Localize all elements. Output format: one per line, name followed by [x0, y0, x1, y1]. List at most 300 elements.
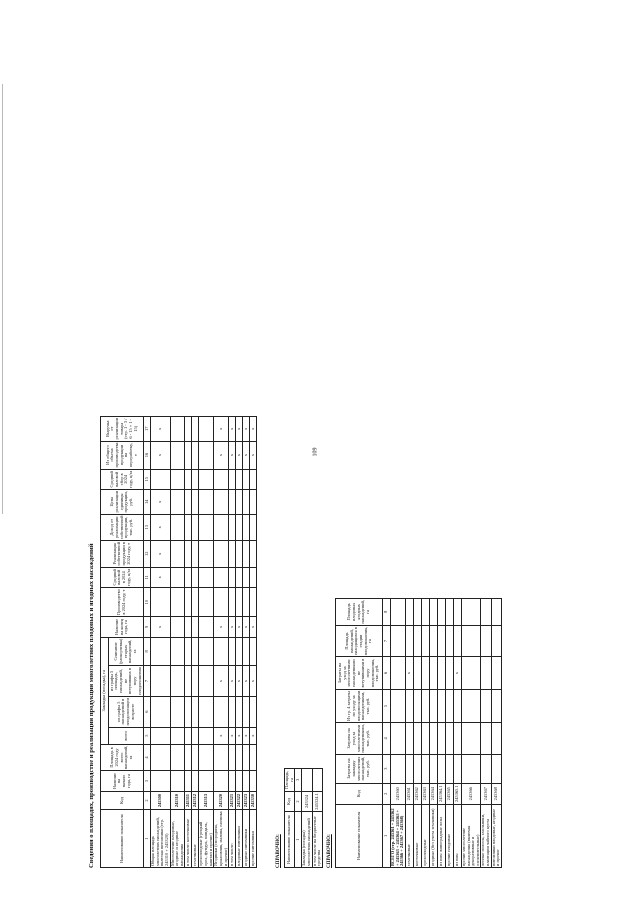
col-header: Площадь насаждений, находящихся в стадии плодоношения, га	[336, 625, 383, 657]
page-number: 109	[312, 447, 319, 457]
col-header: Средний валовой в 2024 году, ц/га	[101, 567, 144, 588]
data-cell: x	[229, 441, 236, 469]
data-cell	[391, 689, 406, 723]
data-cell	[243, 588, 250, 617]
data-cell	[229, 771, 236, 792]
data-cell	[151, 469, 171, 490]
col-header: Выручка от реализации товара (стр. 1 - 3 / 6 - 15 + 1 - 15)	[101, 417, 144, 442]
data-cell	[421, 625, 429, 657]
row-name: в том числе: косточковые	[185, 810, 192, 868]
data-cell	[236, 490, 243, 514]
col-header: Код	[336, 783, 383, 804]
data-cell	[170, 696, 185, 727]
col-header: Из общего объема производства продукции на переработку, т	[101, 441, 144, 469]
data-cell	[413, 599, 421, 626]
data-cell	[453, 754, 461, 783]
data-cell	[413, 689, 421, 723]
document-title: Сведения о площадях, производстве и реализации продукции многолетних плодовых и ягодных насаждений	[88, 543, 95, 868]
data-cell	[250, 514, 257, 541]
col-number: 11	[144, 567, 151, 588]
col-number: 3	[144, 771, 151, 792]
col-number-row	[144, 417, 151, 868]
data-cell: x	[243, 441, 250, 469]
col-number: 10	[144, 588, 151, 617]
table-row	[214, 417, 229, 868]
data-cell	[421, 599, 429, 626]
data-cell: x	[151, 490, 171, 514]
col-header: Доход от реализации собственной продукции, тыс. руб.	[101, 514, 144, 541]
data-cell	[437, 625, 445, 657]
col-header: Затраты на уход за многолетними насаждениями, тыс. руб.	[336, 723, 383, 754]
data-cell	[199, 567, 214, 588]
data-cell	[170, 441, 185, 469]
data-cell	[185, 666, 192, 697]
header-row	[336, 599, 383, 868]
col-number: 12	[144, 541, 151, 567]
data-cell	[445, 625, 453, 657]
row-code: 245324.1	[312, 791, 322, 812]
row-code: 245313	[199, 791, 214, 809]
data-cell: x	[151, 567, 171, 588]
data-cell	[192, 469, 199, 490]
row-code: 245364	[429, 783, 437, 804]
col-number: 7	[144, 666, 151, 697]
data-cell	[391, 657, 406, 689]
table-row	[250, 417, 257, 868]
data-cell	[199, 541, 214, 567]
data-cell: x	[250, 441, 257, 469]
col-number: 17	[144, 417, 151, 442]
row-code: 245321	[229, 791, 236, 809]
reference-table-2	[335, 598, 502, 868]
data-cell	[445, 657, 453, 689]
data-cell	[192, 637, 199, 665]
row-name: прочие плодовые	[445, 804, 453, 867]
data-cell	[185, 771, 192, 792]
data-cell	[170, 666, 185, 697]
row-code: 245322	[236, 791, 243, 809]
data-cell	[461, 625, 481, 657]
data-cell	[151, 727, 171, 744]
col-header: Код	[101, 791, 144, 809]
data-cell	[199, 441, 214, 469]
data-cell	[229, 469, 236, 490]
data-cell	[461, 657, 481, 689]
data-cell: x	[243, 666, 250, 697]
col-header: Реализация собственной продукции в 2024 году, т	[101, 541, 144, 567]
data-cell	[236, 469, 243, 490]
data-cell	[229, 514, 236, 541]
data-cell	[199, 744, 214, 771]
data-cell	[170, 469, 185, 490]
data-cell	[185, 541, 192, 567]
data-cell	[185, 617, 192, 638]
col-header: Площадь, га	[285, 769, 295, 792]
data-cell	[214, 567, 229, 588]
data-cell	[481, 657, 491, 689]
row-code: 245365.1	[453, 783, 461, 804]
data-cell	[461, 754, 481, 783]
col-header: Производство в 2024 году, т	[101, 588, 144, 617]
row-name: прочие питомники	[250, 810, 257, 868]
data-cell: x	[229, 617, 236, 638]
data-cell	[421, 689, 429, 723]
row-name: орехоплодные (грецкий орех, фундук, миндаль, каштан и прочие)	[199, 810, 214, 868]
data-cell	[170, 744, 185, 771]
col-header: из графы 5 площадь, насаждений, не вступивших в пору плодоношения	[108, 667, 142, 695]
col-header: из графы 5 насаждений в плодоносящем возрасте	[109, 696, 144, 727]
data-cell	[236, 567, 243, 588]
data-cell	[421, 754, 429, 783]
data-cell	[170, 727, 185, 744]
data-cell	[185, 514, 192, 541]
data-cell	[437, 599, 445, 626]
col-number: 13	[144, 514, 151, 541]
data-cell	[481, 625, 491, 657]
data-cell	[491, 723, 501, 754]
col-number: 4	[383, 723, 391, 754]
row-name: в том числе на бюджетные средства	[312, 812, 322, 868]
data-cell	[236, 637, 243, 665]
group-header: Закладка (посадка), га	[101, 637, 109, 744]
data-cell	[199, 666, 214, 697]
data-cell: x	[236, 417, 243, 442]
data-cell: x	[405, 657, 413, 689]
col-number: 3	[295, 769, 302, 792]
row-code: 245312	[192, 791, 199, 809]
data-cell	[170, 637, 185, 665]
data-cell	[250, 567, 257, 588]
data-cell	[481, 599, 491, 626]
col-header: Площадь в 2024 году всего насаждений, га	[101, 744, 144, 771]
data-cell	[214, 637, 229, 665]
col-number: 4	[144, 744, 151, 771]
data-cell: x	[236, 666, 243, 697]
col-header: Из гр. 4 затраты по уходу за плодоносящими насаждениями, тыс. руб.	[336, 689, 383, 723]
col-header: Наименование показателя	[101, 810, 144, 868]
data-cell	[453, 625, 461, 657]
row-name: из них:	[453, 804, 461, 867]
col-number: 2	[144, 791, 151, 809]
data-cell	[185, 727, 192, 744]
row-code: 245366	[461, 783, 481, 804]
data-cell	[185, 441, 192, 469]
row-code: 245361	[405, 783, 413, 804]
data-cell	[445, 754, 453, 783]
data-cell	[461, 689, 481, 723]
col-header: Затраты на уход за многолетними насаждениями не вступившими в пору плодоношения, тыс. руб.	[336, 657, 383, 689]
data-cell	[243, 567, 250, 588]
data-cell	[302, 769, 312, 792]
col-number: 5	[144, 727, 151, 744]
data-cell	[236, 771, 243, 792]
col-number: 5	[383, 689, 391, 723]
rotated-document	[82, 0, 542, 868]
data-cell	[199, 417, 214, 442]
data-cell	[405, 723, 413, 754]
data-cell	[437, 723, 445, 754]
data-cell	[185, 696, 192, 727]
data-cell	[192, 441, 199, 469]
col-number: 2	[383, 783, 391, 804]
data-cell: x	[229, 417, 236, 442]
table-row	[151, 417, 171, 868]
data-cell	[405, 754, 413, 783]
data-cell	[170, 490, 185, 514]
row-code: 245320	[214, 791, 229, 809]
data-cell	[461, 723, 481, 754]
data-cell	[229, 744, 236, 771]
data-cell	[214, 514, 229, 541]
row-name: семечковые	[405, 804, 413, 867]
data-cell	[250, 541, 257, 567]
main-table	[100, 416, 257, 868]
data-cell	[391, 754, 406, 783]
reference-label: СПРАВОЧНО:	[276, 834, 281, 868]
row-code: 245323	[243, 791, 250, 809]
data-cell	[236, 514, 243, 541]
data-cell	[199, 469, 214, 490]
data-cell	[185, 588, 192, 617]
table-row	[243, 417, 250, 868]
col-header: Наименование показателя	[336, 804, 383, 867]
data-cell	[192, 567, 199, 588]
data-cell	[214, 771, 229, 792]
col-number: 6	[144, 696, 151, 727]
data-cell	[250, 744, 257, 771]
data-cell	[192, 588, 199, 617]
col-number: 3	[383, 754, 391, 783]
data-cell	[170, 588, 185, 617]
col-number: 1	[383, 804, 391, 867]
col-header: Код	[285, 791, 295, 812]
data-cell: x	[236, 617, 243, 638]
col-header: Затраты на закладку многолетних насаждений, тыс. руб.	[336, 754, 383, 783]
row-code: 245311	[185, 791, 192, 809]
col-number: 1	[295, 812, 302, 868]
data-cell	[214, 588, 229, 617]
data-cell	[243, 541, 250, 567]
table-row	[437, 599, 445, 868]
data-cell	[453, 689, 461, 723]
data-cell	[250, 588, 257, 617]
data-cell	[429, 625, 437, 657]
col-header: всего	[109, 727, 144, 744]
data-cell	[199, 727, 214, 744]
col-number: 16	[144, 441, 151, 469]
data-cell	[429, 754, 437, 783]
data-cell	[429, 689, 437, 723]
row-code: 245363	[421, 783, 429, 804]
data-cell	[192, 417, 199, 442]
data-cell	[170, 417, 185, 442]
col-header: Наименование показателя	[285, 812, 295, 868]
data-cell	[236, 744, 243, 771]
data-cell	[445, 723, 453, 754]
data-cell	[491, 599, 501, 626]
data-cell	[192, 727, 199, 744]
data-cell	[192, 541, 199, 567]
data-cell	[405, 689, 413, 723]
data-cell	[250, 637, 257, 665]
data-cell	[185, 469, 192, 490]
data-cell	[199, 696, 214, 727]
data-cell	[192, 771, 199, 792]
row-code: 245368	[491, 783, 501, 804]
table-row	[192, 417, 199, 868]
data-cell	[229, 696, 236, 727]
table-row	[429, 599, 437, 868]
data-cell	[229, 588, 236, 617]
data-cell	[437, 754, 445, 783]
data-cell	[413, 625, 421, 657]
data-cell	[445, 689, 453, 723]
data-cell: x	[151, 441, 171, 469]
table-row	[185, 417, 192, 868]
data-cell: x	[151, 617, 171, 638]
data-cell	[491, 754, 501, 783]
data-cell	[250, 490, 257, 514]
data-cell	[151, 588, 171, 617]
table-row	[170, 417, 185, 868]
data-cell: x	[151, 541, 171, 567]
data-cell: x	[250, 727, 257, 744]
data-cell	[391, 723, 406, 754]
data-cell	[236, 696, 243, 727]
data-cell	[214, 696, 229, 727]
data-cell	[199, 588, 214, 617]
row-name: питомники плодовые, ягодные и прочие	[491, 804, 501, 867]
data-cell	[151, 637, 171, 665]
data-cell	[413, 754, 421, 783]
data-cell	[170, 617, 185, 638]
data-cell	[405, 599, 413, 626]
data-cell: x	[236, 441, 243, 469]
data-cell	[192, 617, 199, 638]
data-cell	[170, 541, 185, 567]
data-cell: x	[243, 417, 250, 442]
data-cell	[461, 599, 481, 626]
data-cell	[429, 657, 437, 689]
col-number: 1	[144, 810, 151, 868]
data-cell	[481, 689, 491, 723]
data-cell	[185, 417, 192, 442]
data-cell	[453, 723, 461, 754]
data-cell: x	[229, 666, 236, 697]
data-cell: x	[214, 727, 229, 744]
table-row	[491, 599, 501, 868]
col-number: 14	[144, 490, 151, 514]
data-cell	[391, 599, 406, 626]
data-cell	[405, 625, 413, 657]
data-cell	[243, 469, 250, 490]
row-name: ягодные (без учета земляники)	[429, 804, 437, 867]
data-cell	[421, 723, 429, 754]
col-header: Наличие на конец года, га	[101, 617, 144, 638]
data-cell	[491, 625, 501, 657]
row-name: Общая площадь многолетних насаждений, включая питомники (стр. 245310 + 245320)	[151, 810, 171, 868]
data-cell	[429, 723, 437, 754]
data-cell: x	[243, 617, 250, 638]
data-cell	[199, 490, 214, 514]
row-name: лесные полосы, хмельники, плантации чайного куста	[481, 804, 491, 867]
data-cell	[199, 771, 214, 792]
data-cell	[185, 744, 192, 771]
table-row	[229, 417, 236, 868]
data-cell	[243, 744, 250, 771]
row-name: Закладка (посадка) многолетних насаждений	[302, 812, 312, 868]
data-cell	[481, 754, 491, 783]
col-header: Средний валовой сбор в 2024 году, ц/га	[101, 469, 144, 490]
reference-label: СПРАВОЧНО:	[327, 834, 332, 868]
data-cell	[413, 657, 421, 689]
data-cell	[170, 771, 185, 792]
col-number: 15	[144, 469, 151, 490]
row-name: в том числе:	[229, 810, 236, 868]
data-cell	[250, 771, 257, 792]
data-cell	[413, 723, 421, 754]
data-cell	[214, 469, 229, 490]
data-cell: x	[214, 617, 229, 638]
row-code: 245360	[391, 783, 406, 804]
row-name: из них: виноградные лозы	[437, 804, 445, 867]
data-cell	[229, 567, 236, 588]
table-row	[236, 417, 243, 868]
row-name: плодовые питомники	[236, 810, 243, 868]
row-code: 245367	[481, 783, 491, 804]
col-number: 7	[383, 625, 391, 657]
data-cell	[243, 490, 250, 514]
data-cell	[199, 514, 214, 541]
table-row	[461, 599, 481, 868]
data-cell: x	[250, 417, 257, 442]
col-number: 8	[383, 599, 391, 626]
data-cell	[229, 490, 236, 514]
row-name: ВСЕГО (стр. 245361 + 245362 + 245363 + 245364 + 245365 + 245366 + 245367 + 245368)	[391, 804, 406, 867]
table-row	[199, 417, 214, 868]
data-cell	[192, 490, 199, 514]
data-cell	[151, 744, 171, 771]
col-header: Списание (раскорчевка) старых насаждений, га	[109, 637, 144, 665]
data-cell	[445, 599, 453, 626]
data-cell	[229, 541, 236, 567]
data-cell	[192, 744, 199, 771]
data-cell	[491, 657, 501, 689]
row-name: косточковые	[413, 804, 421, 867]
row-name: Многолетние плодовые, ягодные и ягодные насаждения	[170, 810, 185, 868]
data-cell	[236, 588, 243, 617]
table-row	[481, 599, 491, 868]
row-name: ягодные питомники	[243, 810, 250, 868]
data-cell	[170, 514, 185, 541]
data-cell	[243, 771, 250, 792]
data-cell: x	[453, 657, 461, 689]
data-cell	[391, 625, 406, 657]
col-header: Цена реализации единицы продукции, руб.	[101, 490, 144, 514]
data-cell: x	[214, 417, 229, 442]
row-name: прочие многолетние насаждения (включая декоративные и озеленительные)	[461, 804, 481, 867]
data-cell: x	[229, 727, 236, 744]
data-cell	[185, 567, 192, 588]
col-number: 2	[295, 791, 302, 812]
data-cell	[243, 696, 250, 727]
row-code: 245330	[250, 791, 257, 809]
data-cell	[185, 637, 192, 665]
data-cell	[243, 514, 250, 541]
row-name: Ягодники (смородина, крыжовник, малина, ежевика и прочие)	[213, 811, 228, 866]
data-cell	[243, 637, 250, 665]
data-cell: x	[214, 441, 229, 469]
